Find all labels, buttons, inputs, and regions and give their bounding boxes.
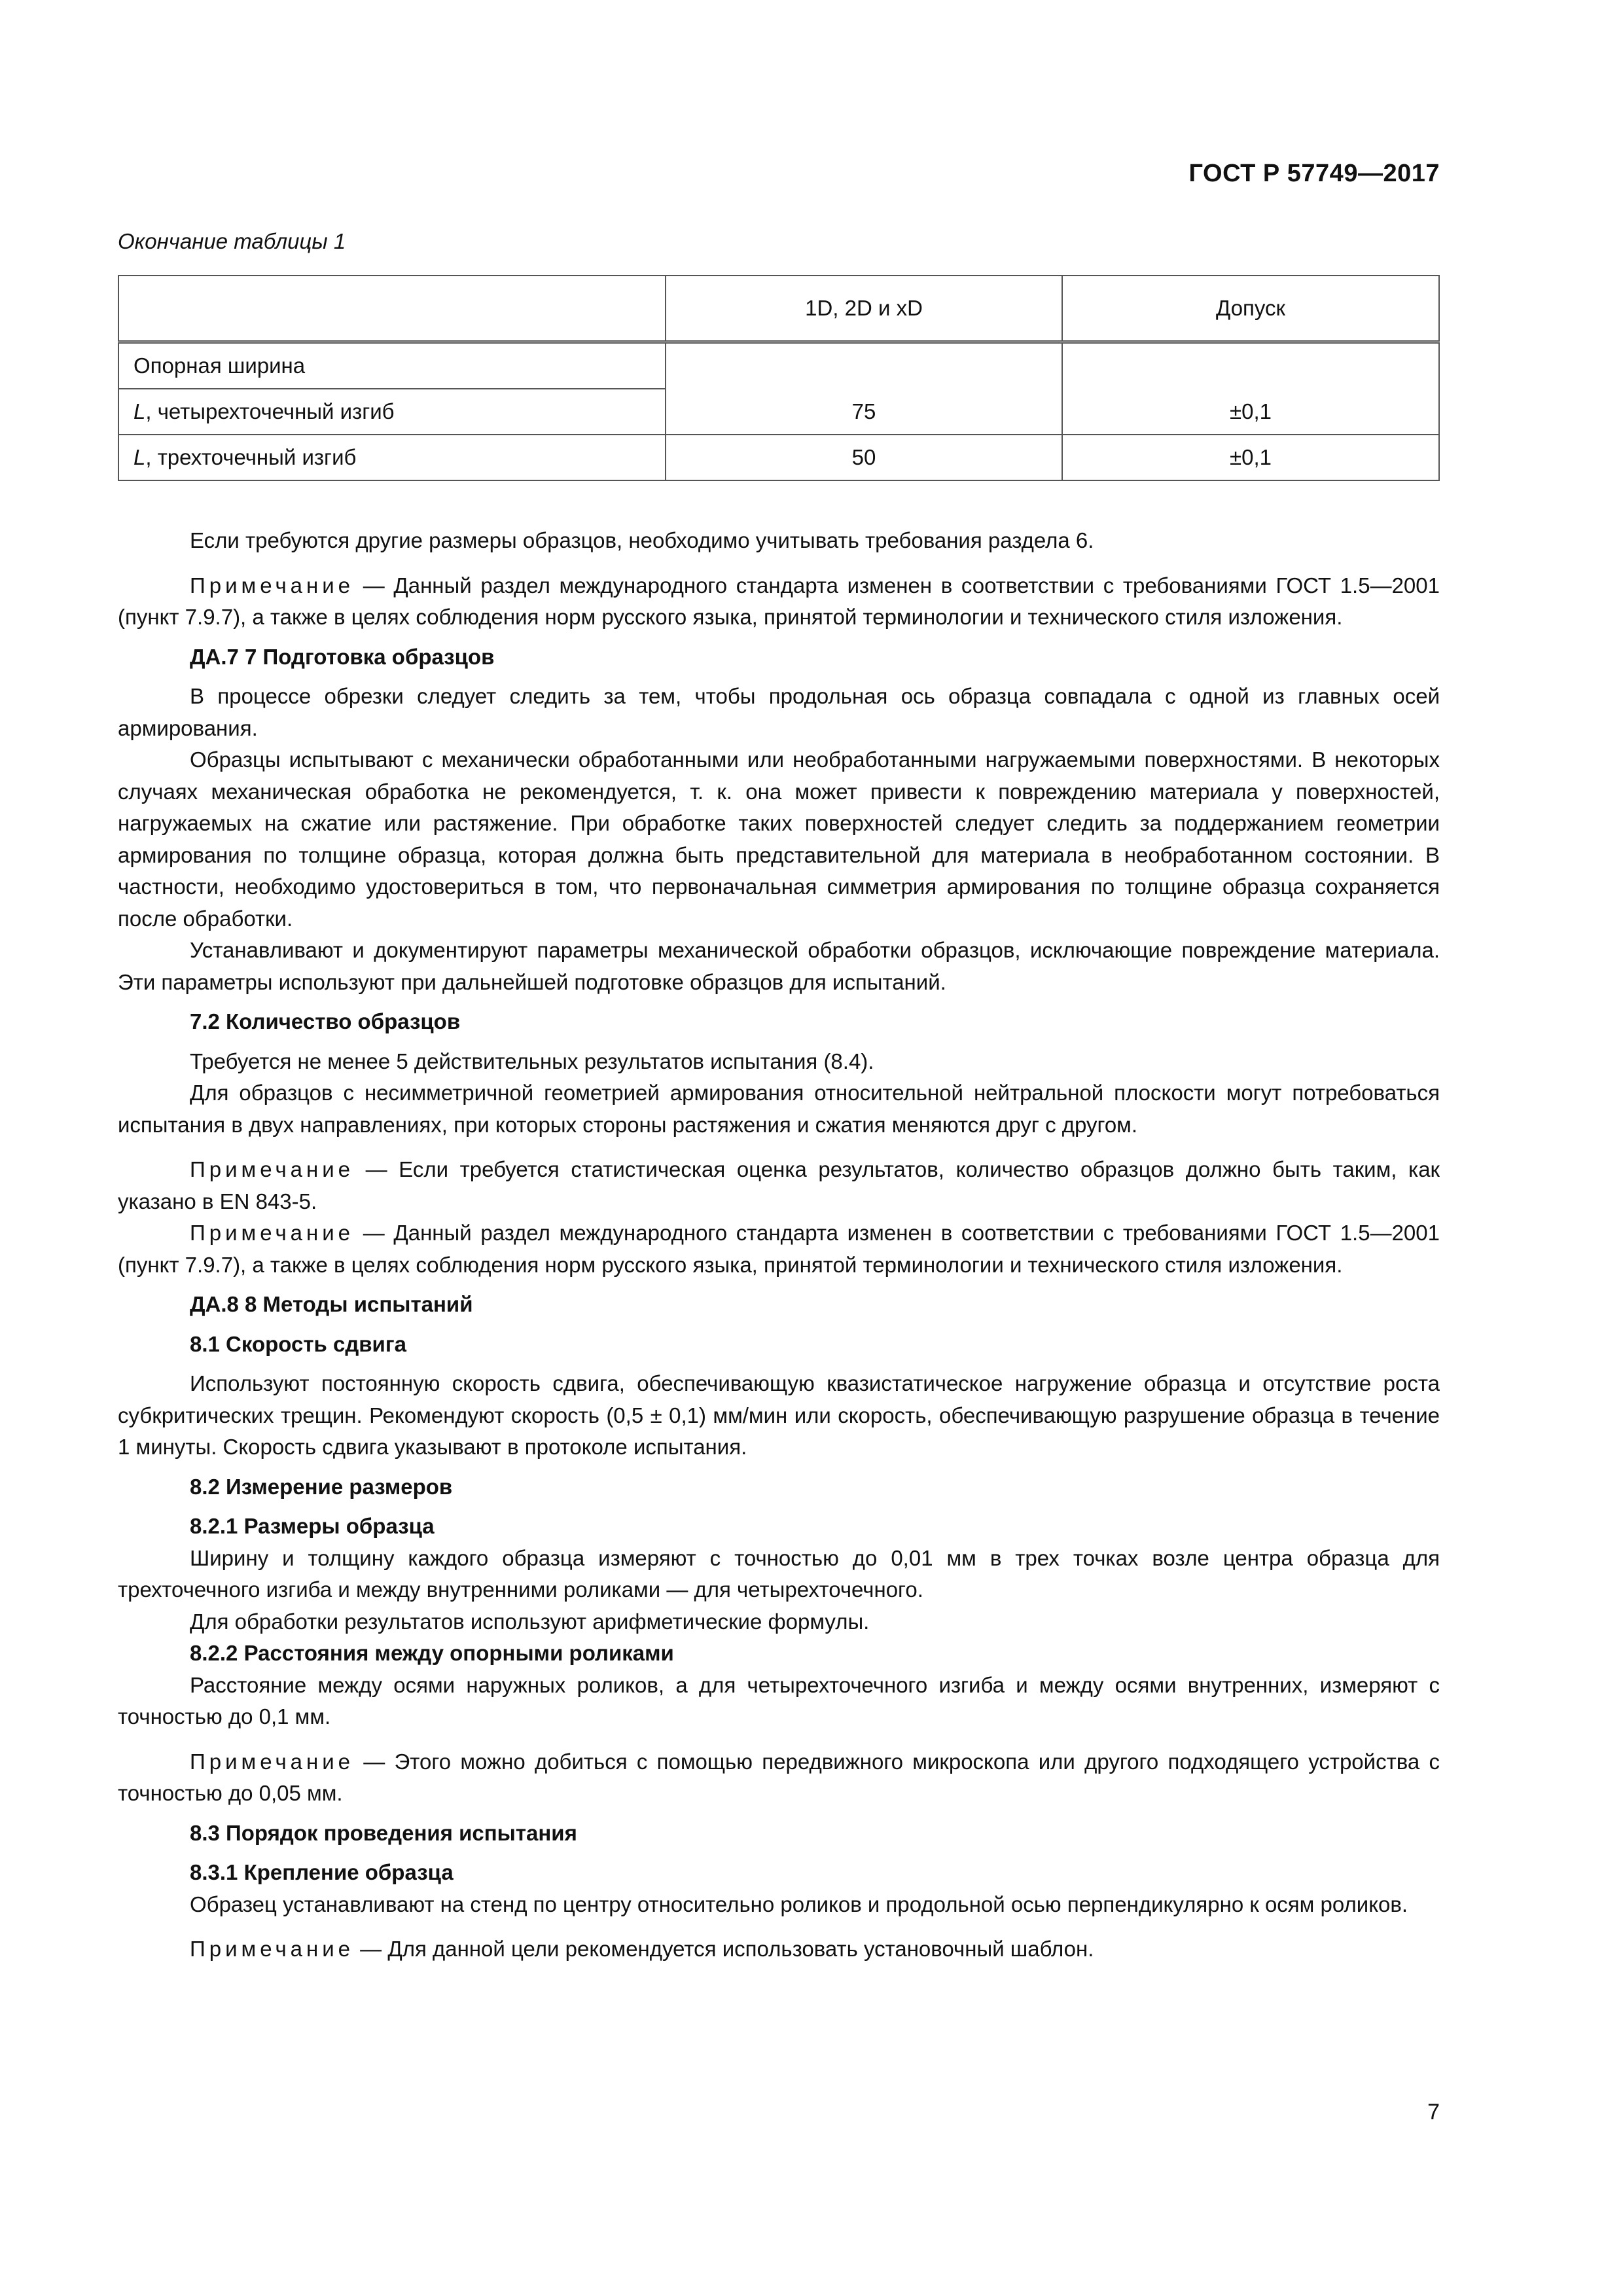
section-heading: ДА.8 8 Методы испытаний [190,1292,473,1316]
section-heading: 8.2.1 Размеры образца [190,1514,435,1538]
paragraph: Если требуются другие размеры образцов, необходимо учитывать требования раздела 6. [190,528,1094,552]
document-page [118,0,1440,2296]
paragraph: Образцы испытывают с механически обработанными или необработанными нагружаемыми поверхностями. В некоторых случаях механическая обработка не рекомендуется, т. к. она может привести к повреждению материала у поверхностей, нагружаемых на сжатие или растяжение. При обработке таких поверхностей следует следить за поддержанием геометрии армирования по толщине образца, которая должна быть представительной для материала в необработанном состоянии. В частности, необходимо удостовериться в том, что первоначальная симметрия армирования по толщине образца сохраняется после обработки. [118,747,1440,931]
table-cell [666,342,1062,389]
paragraph: В процессе обрезки следует следить за тем, чтобы продольная ось образца совпадала с одной из главных осей армирования. [118,684,1440,740]
note [118,1933,1440,1965]
table-header-row [118,276,1439,342]
table-caption: Окончание таблицы 1 [118,229,346,253]
paragraph: Образец устанавливают на стенд по центру относительно роликов и продольной осью перпендикулярно к осям роликов. [190,1892,1408,1916]
table-cell [118,389,666,435]
table-cell: 75 [666,389,1062,435]
section-heading: 8.1 Скорость сдвига [190,1331,406,1356]
paragraph: Для обработки результатов используют арифметические формулы. [190,1609,870,1634]
body-text [118,525,1440,1965]
table-cell-text: , трехточечный изгиб [145,445,357,469]
note [118,1154,1440,1217]
table-row [118,389,1439,435]
paragraph: Ширину и толщину каждого образца измеряют с точностью до 0,01 мм в трех точках возле центра образца для трехточечного изгиба и между внутренними роликами — для четырехточечного. [118,1545,1440,1602]
document-header: ГОСТ Р 57749—2017 [1188,160,1440,187]
note-text: — Данный раздел международного стандарта изменен в соответствии с требованиями ГОСТ 1.5—2001 (пункт 7.9.7), а также в целях соблюдения норм русского языка, принятой терминологии и технического стиля изложения. [118,1221,1440,1277]
paragraph: Расстояние между осями наружных роликов, а для четырехточечного изгиба и между осями внутренних, измеряют с точностью до 0,1 мм. [118,1672,1440,1729]
table-cell [118,435,666,480]
paragraph: Используют постоянную скорость сдвига, обеспечивающую квазистатическое нагружение образца и отсутствие роста субкритических трещин. Рекомендуют скорость (0,5 ± 0,1) мм/мин или скорость, обеспечивающую разрушение образца в течение 1 минуты. Скорость сдвига указывают в протоколе испытания. [118,1371,1440,1459]
page-number: 7 [1427,2100,1440,2125]
table-cell: ±0,1 [1062,389,1439,435]
symbol-l: L [134,399,146,423]
note-label: Примечание [190,1749,355,1774]
note [118,570,1440,634]
table-cell: ±0,1 [1062,435,1439,480]
table-cell [1062,342,1439,389]
note-text: — Для данной цели рекомендуется использовать установочный шаблон. [354,1937,1094,1961]
section-heading: 8.2.2 Расстояния между опорными роликами [190,1641,674,1665]
note-label: Примечание [190,1157,355,1181]
note-text: — Если требуется статистическая оценка результатов, количество образцов должно быть таким, как указано в EN 843-5. [118,1157,1440,1213]
table-header-cell: 1D, 2D и xD [666,276,1062,342]
note-label: Примечание [190,1221,355,1245]
note-text: — Этого можно добиться с помощью передвижного микроскопа или другого подходящего устройства с точностью до 0,05 мм. [118,1749,1440,1805]
section-heading: 7.2 Количество образцов [190,1009,461,1033]
table-header-cell [118,276,666,342]
symbol-l: L [134,445,146,469]
table-1 [118,275,1440,481]
note-text: — Данный раздел международного стандарта изменен в соответствии с требованиями ГОСТ 1.5—2001 (пункт 7.9.7), а также в целях соблюдения норм русского языка, принятой терминологии и технического стиля изложения. [118,573,1440,629]
table-header-cell: Допуск [1062,276,1439,342]
paragraph: Требуется не менее 5 действительных результатов испытания (8.4). [190,1049,874,1073]
table-cell: Опорная ширина [118,342,666,389]
section-heading: 8.2 Измерение размеров [190,1474,453,1499]
note [118,1217,1440,1281]
table-cell: 50 [666,435,1062,480]
table-row [118,342,1439,389]
section-heading: 8.3.1 Крепление образца [190,1860,454,1884]
note [118,1746,1440,1810]
section-heading: 8.3 Порядок проведения испытания [190,1820,577,1845]
note-label: Примечание [190,573,355,598]
section-heading: ДА.7 7 Подготовка образцов [190,644,495,669]
paragraph: Для образцов с несимметричной геометрией армирования относительной нейтральной плоскости могут потребоваться испытания в двух направлениях, при которых стороны растяжения и сжатия меняются друг с другом. [118,1081,1440,1137]
table-row [118,435,1439,480]
table-cell-text: , четырехточечный изгиб [145,399,395,423]
note-label: Примечание [190,1937,355,1961]
paragraph: Устанавливают и документируют параметры механической обработки образцов, исключающие повреждение материала. Эти параметры используют при дальнейшей подготовке образцов для испытаний. [118,938,1440,994]
